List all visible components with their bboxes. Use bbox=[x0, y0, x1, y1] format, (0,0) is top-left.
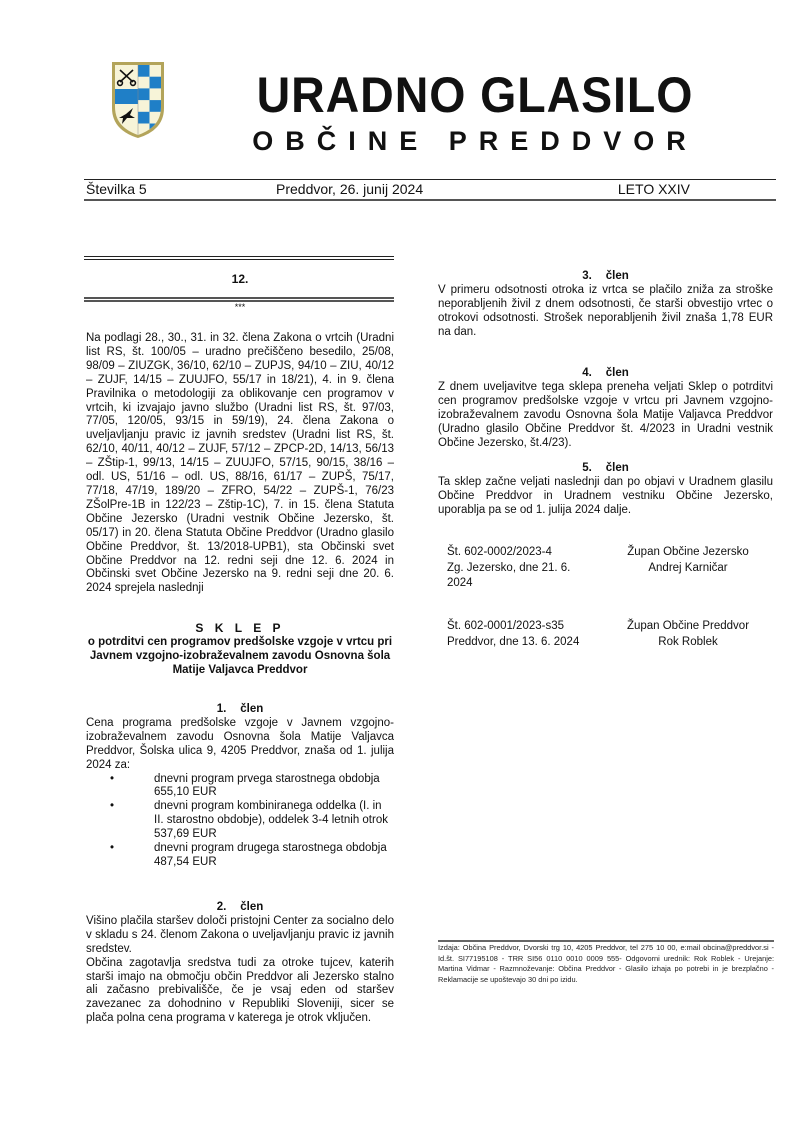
place-date: Preddvor, dne 13. 6. 2024 bbox=[447, 635, 580, 648]
imprint-text: Izdaja: Občina Preddvor, Dvorski trg 10, 4205 Preddvor, tel 275 10 00, e:mail obcina@preddvor.si - Id.št. SI77195108 - TRR SI56 0110 0010 0009 555- Odgovorni urednik: Rok Roblek - Urejanje: Martina Vidmar - Razmnoževanje: Občina Preddvor - Glasilo izhaja po potrebi in je brezplačno - Reklamacije se upoštevajo 30 dni po izidu. bbox=[438, 943, 774, 984]
article-1-text: Cena programa predšolske vzgoje v Javnem vzgojno-izobraževalnem zavodu Osnovna šola Matije Valjavca Preddvor, Šolska ulica 9, 4205 Preddvor, znaša od 1. julija 2024 za: bbox=[86, 716, 394, 771]
article-3-label: člen bbox=[605, 270, 629, 282]
article-2-number: 2. bbox=[216, 901, 227, 913]
separator-stars: *** bbox=[234, 302, 246, 312]
price-list bbox=[86, 773, 394, 870]
article-2-paragraph-2: Občina zagotavlja sredstva tudi za otroke tujcev, katerih starši imajo na območju občin Preddvor ali Jezersko stalno ali začasno prebivališče, če je vsaj eden od staršev zavezanec za dohodnino v Republiki Sloveniji, sicer se plača polna cena programa v katerega je otrok vključen. bbox=[86, 956, 394, 1025]
article-5-number: 5. bbox=[582, 462, 592, 474]
section-divider-top bbox=[84, 256, 394, 262]
article-2-paragraph-1: Višino plačila staršev določi pristojni Center za socialno delo v skladu s 24. členom Zakona o uveljavljanju pravic iz javnih sredstev. bbox=[86, 914, 394, 955]
program-price: 655,10 EUR bbox=[154, 786, 217, 799]
article-5-label: člen bbox=[605, 462, 629, 474]
article-1-heading bbox=[86, 703, 394, 717]
issue-bar bbox=[86, 180, 776, 198]
article-5 bbox=[438, 462, 773, 518]
header-rule-bottom bbox=[84, 199, 776, 201]
place-date: Zg. Jezersko, dne 21. 6. 2024 bbox=[447, 561, 571, 589]
program-name: • dnevni program prvega starostnega obdobja bbox=[154, 772, 380, 785]
signatory-office: Župan Občine Preddvor bbox=[626, 620, 750, 632]
newspaper-subtitle: OBČINE PREDDVOR bbox=[252, 126, 698, 156]
reference-number: Št. 602-0001/2023-s35 bbox=[447, 620, 565, 632]
article-4 bbox=[438, 367, 773, 450]
article-2-label: člen bbox=[240, 901, 264, 913]
program-name: • dnevni program kombiniranega oddelka (I. in II. starostno obdobje), oddelek 3-4 letnih otrok bbox=[154, 800, 388, 827]
article-1-label: člen bbox=[240, 703, 264, 715]
article-1 bbox=[86, 703, 394, 870]
article-3-heading bbox=[438, 270, 773, 284]
signatory-name: Rok Roblek bbox=[658, 635, 718, 648]
entry-number: 12. bbox=[231, 272, 249, 286]
price-list-item bbox=[154, 842, 394, 870]
signature-block-preddvor bbox=[447, 619, 777, 659]
article-3 bbox=[438, 270, 773, 340]
article-4-number: 4. bbox=[582, 367, 592, 379]
signatory-office: Župan Občine Jezersko bbox=[627, 546, 749, 558]
issue-volume: LETO XXIV bbox=[617, 181, 690, 197]
decision-heading bbox=[86, 622, 394, 678]
decision-subtitle: o potrditvi cen programov predšolske vzgoje v vrtcu pri Javnem vzgojno-izobraževalnem zavodu Osnovna šola Matije Valjavca Preddvor bbox=[87, 635, 393, 676]
price-list-item bbox=[154, 800, 394, 842]
newspaper-title: URADNO GLASILO bbox=[256, 67, 694, 123]
issue-number: Številka 5 bbox=[86, 181, 147, 197]
article-5-heading bbox=[438, 462, 773, 476]
signature-block-jezersko bbox=[447, 545, 777, 595]
program-price: 537,69 EUR bbox=[154, 828, 217, 841]
article-4-label: člen bbox=[605, 367, 629, 379]
article-2 bbox=[86, 901, 394, 1026]
preamble-text: Na podlagi 28., 30., 31. in 32. člena Zakona o vrtcih (Uradni list RS, št. 100/05 – uradno prečiščeno besedilo, 25/08, 98/09 – ZIUZGK, 36/10, 62/10 – ZUPJS, 94/10 – ZIU, 40/12 – ZUJF, 14/15 – ZUUJFO, 55/17 in 18/21), 4. in 9. člena Pravilnika o metodologiji za oblikovanje cen programov v vrtcih, ki izvajajo javno službo (Uradni list RS, št. 97/03, 77/05, 120/05, 93/15 in 59/19), 24. člena Zakona o uveljavljanju pravic iz javnih sredstev (Uradni list RS, št. 62/10, 40/11, 40/12 – ZUJF, 57/12 – ZPCP-2D, 14/13, 56/13 – ZŠtip-1, 99/13, 14/15 – ZUUJFO, 57/15, 90/15, 38/16 – odl. US, 51/16 – odl. US, 88/16, 61/17 – ZUPŠ, 75/17, 77/18, 47/19, 189/20 – ZFRO, 54/22 – ZUPŠ-1, 76/23 ZŠolPre-1B in 122/23 – Zštip-1C), 7. in 15. člena Statuta Občine Jezersko (Uradni vestnik Občine Jezersko, št. 05/17) in 20. člena Statuta Občine Preddvor (Uradno glasilo Občine Preddvor, št. 13/2018-UPB1), sta Občinski svet Občine Preddvor na 12. redni seji dne 12. 6. 2024 in Občinski svet Občine Jezersko na 9. redni seji dne 20. 6. 2024 sprejela naslednji bbox=[86, 332, 394, 595]
article-3-number: 3. bbox=[582, 270, 592, 282]
article-5-text: Ta sklep začne veljati naslednji dan po objavi v Uradnem glasilu Občine Preddvor in Uradnem vestniku Občine Jezersko, uporablja pa se od 1. julija 2024 dalje. bbox=[438, 475, 773, 516]
signatory-name: Andrej Karničar bbox=[648, 561, 728, 574]
decision-title: S K L E P bbox=[195, 621, 285, 635]
program-name: • dnevni program drugega starostnega obdobja bbox=[154, 842, 387, 855]
coat-of-arms-icon bbox=[110, 60, 166, 140]
reference-number: Št. 602-0002/2023-4 bbox=[447, 546, 552, 558]
program-price: 487,54 EUR bbox=[154, 855, 217, 868]
issue-date: Preddvor, 26. junij 2024 bbox=[276, 181, 424, 197]
article-2-heading bbox=[86, 901, 394, 915]
imprint-rule bbox=[438, 940, 774, 942]
price-list-item bbox=[154, 773, 394, 801]
article-1-number: 1. bbox=[216, 703, 227, 715]
article-4-heading bbox=[438, 367, 773, 381]
article-4-text: Z dnem uveljavitve tega sklepa preneha veljati Sklep o potrditvi cen programov predšolske vzgoje v vrtcu pri Javnem vzgojno-izobraževalnem zavodu Osnovna šola Matije Valjavca Preddvor (Uradno glasilo Občine Preddvor št. 4/2023 in Uradni vestnik Občine Jezersko, št.4/23). bbox=[438, 380, 773, 449]
article-3-text: V primeru odsotnosti otroka iz vrtca se plačilo zniža za stroške neporabljenih živil z dnem odsotnosti, če starši obvestijo vrtec o otrokovi odsotnosti. Strošek neporabljenih živil znaša 1,78 EUR na dan. bbox=[438, 283, 773, 338]
